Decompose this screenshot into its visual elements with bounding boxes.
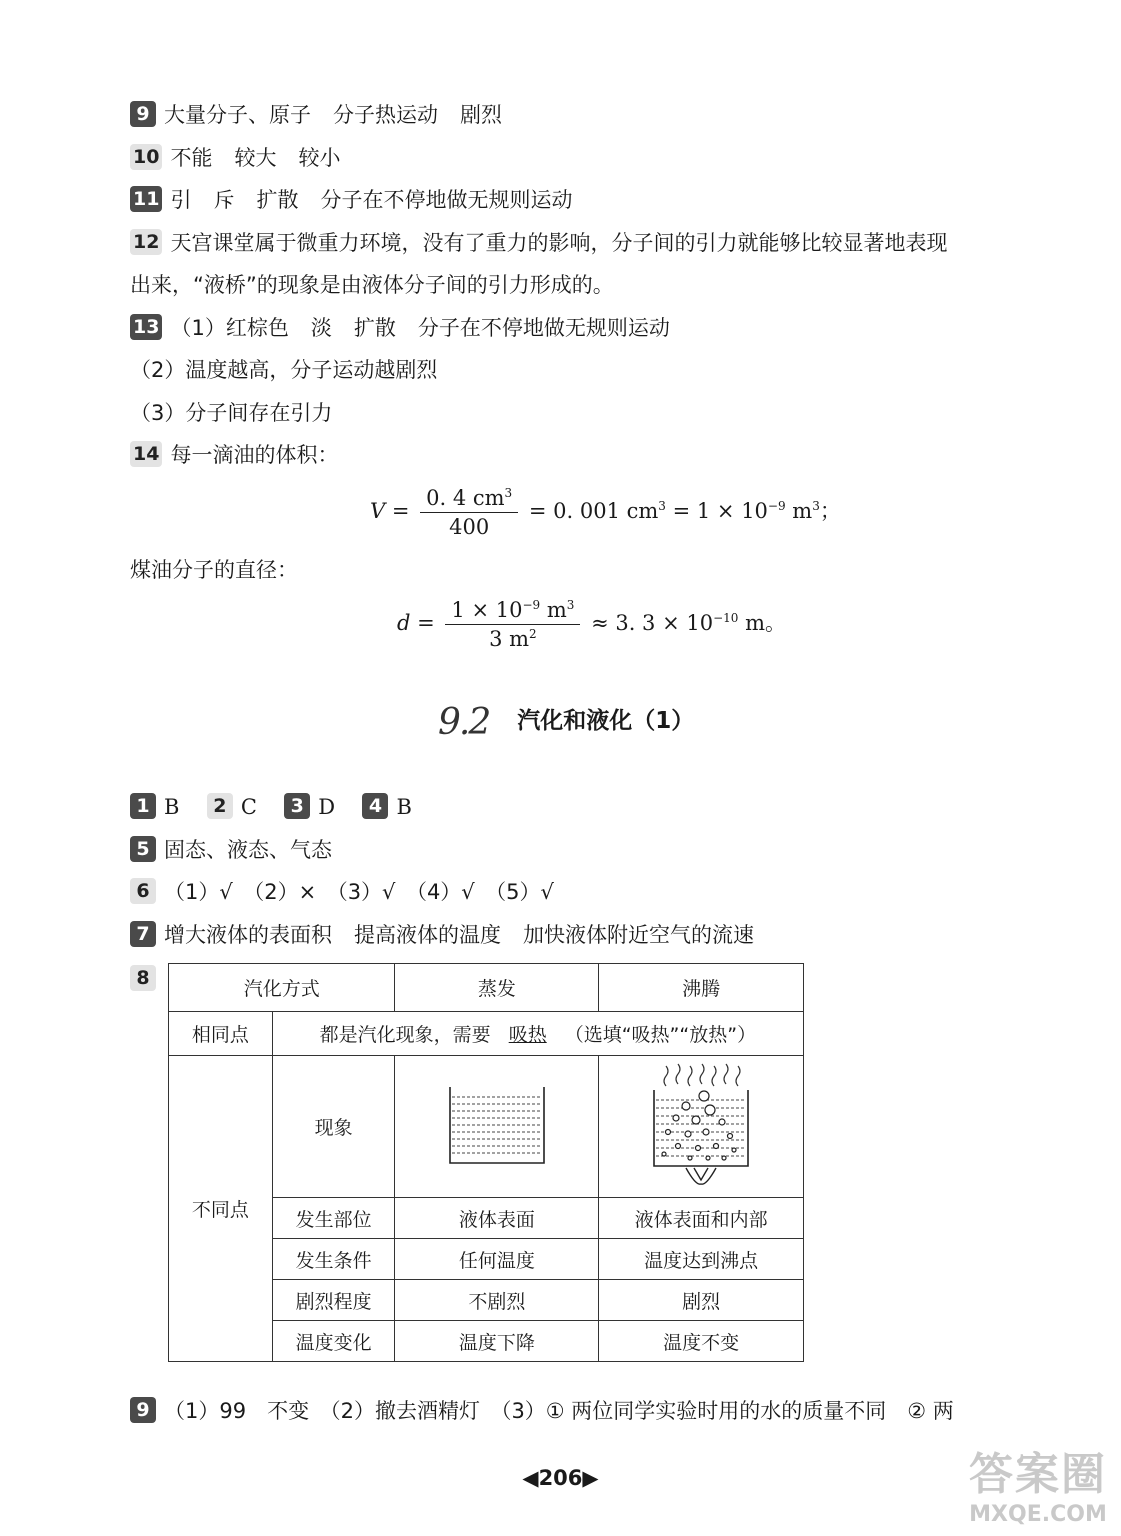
answer-text: 增大液体的表面积 <box>164 923 332 947</box>
table-cell: 任何温度 <box>395 1239 599 1280</box>
answer-line-q12 <box>130 228 947 258</box>
question-number: 10 <box>130 144 162 170</box>
answer-line-q11 <box>130 185 572 215</box>
superscript: −9 <box>767 499 786 513</box>
superscript: 3 <box>504 486 513 500</box>
answer-text: 较小 <box>298 146 341 170</box>
page-number: ◀206▶ <box>522 1466 599 1490</box>
formula-rhs: m <box>785 499 813 523</box>
denominator: 3 m <box>489 627 530 651</box>
question-number: 13 <box>130 314 162 340</box>
answer-line-q14-2 <box>130 555 298 585</box>
watermark-url: MXQE.COM <box>969 1502 1107 1527</box>
row-label: 不同点 <box>169 1056 273 1362</box>
question-number: 9 <box>130 101 156 127</box>
table-header: 汽化方式 <box>169 964 395 1012</box>
evaporation-diagram <box>395 1056 599 1198</box>
numerator: 0. 4 cm <box>426 486 505 510</box>
answer-text: B <box>396 795 412 819</box>
row-label: 发生部位 <box>272 1198 395 1239</box>
answer-text: B <box>164 795 180 819</box>
formula-volume <box>370 486 841 539</box>
question-number: 11 <box>130 186 162 212</box>
answer-text: 剧烈 <box>460 103 502 127</box>
answer-text: 分子在不停地做无规则运动 <box>320 188 573 212</box>
answer-text: 扩散 <box>256 188 299 212</box>
question-number: 12 <box>130 229 162 255</box>
row-label: 相同点 <box>169 1012 273 1056</box>
table-cell: 液体表面和内部 <box>599 1198 804 1239</box>
formula-rhs: = 1 × 10 <box>665 499 768 523</box>
answer-text: D <box>318 795 336 819</box>
question-number: 5 <box>130 836 156 862</box>
denominator: 400 <box>449 515 490 539</box>
question-number: 6 <box>130 878 156 904</box>
formula-diameter <box>397 598 786 651</box>
boiling-diagram <box>599 1056 804 1198</box>
table-header: 沸腾 <box>599 964 804 1012</box>
answer-line-q10 <box>130 143 340 173</box>
table-header: 蒸发 <box>395 964 599 1012</box>
answer-text: 固态、液态、气态 <box>164 838 332 862</box>
answer-text: （1）99 不变 （2）撤去酒精灯 （3）① 两位同学实验时用的水的质量不同 ② 两 <box>164 1399 954 1423</box>
question-number: 2 <box>207 793 233 819</box>
fraction <box>445 598 580 651</box>
answer-text: 每一滴油的体积： <box>170 443 339 467</box>
table-row <box>169 1056 804 1198</box>
answer-text: （1）红棕色 <box>170 316 289 340</box>
table-row <box>169 1012 804 1056</box>
answer-text: 不能 <box>170 146 213 170</box>
numerator: 1 × 10 <box>451 598 523 622</box>
superscript: 3 <box>658 499 666 513</box>
answer-text: 提高液体的温度 <box>354 923 501 947</box>
answer-text: 斥 <box>213 188 235 212</box>
question-number: 3 <box>284 793 310 819</box>
superscript: 3 <box>566 598 575 612</box>
answer-text: （3）分子间存在引力 <box>130 401 333 425</box>
answer-text: 出来，“液桥”的现象是由液体分子间的引力形成的。 <box>130 273 614 297</box>
cell-text: （选填“吸热”“放热”） <box>564 1024 757 1046</box>
answer-line-q13-2 <box>130 355 437 385</box>
superscript: 3 <box>812 499 820 513</box>
answer-text: 扩散 <box>353 316 396 340</box>
answer-text: 大量分子、原子 <box>164 103 311 127</box>
question-number: 8 <box>130 965 156 991</box>
fill-in-answer: 吸热 <box>508 1024 547 1046</box>
table-cell: 温度达到沸点 <box>599 1239 804 1280</box>
answer-text: 天宫课堂属于微重力环境，没有了重力的影响，分子间的引力就能够比较显著地表现 <box>170 231 948 255</box>
answer-text: （2）温度越高，分子运动越剧烈 <box>130 358 438 382</box>
answer-text: 较大 <box>234 146 277 170</box>
formula-lhs: d = <box>397 611 435 635</box>
watermark-text: 答案圈 <box>969 1449 1107 1500</box>
row-label: 剧烈程度 <box>272 1280 395 1321</box>
answer-text: 加快液体附近空气的流速 <box>523 923 754 947</box>
section-number: 9.2 <box>438 702 490 743</box>
section-heading <box>438 702 694 743</box>
superscript: −10 <box>713 611 739 625</box>
answer-text: 分子热运动 <box>333 103 438 127</box>
answer-line-q9 <box>130 100 502 130</box>
answer-line-q9-part2 <box>130 1396 954 1426</box>
answer-line-q8 <box>130 964 164 994</box>
answer-line-q13-3 <box>130 398 332 428</box>
answer-text: 引 <box>170 188 192 212</box>
fraction <box>420 486 518 539</box>
question-number: 7 <box>130 921 156 947</box>
formula-rhs: = 0. 001 cm <box>528 499 659 523</box>
table-cell: 液体表面 <box>395 1198 599 1239</box>
comparison-table <box>168 963 804 1362</box>
formula-end: m。 <box>738 611 786 635</box>
formula-lhs: V = <box>370 499 410 523</box>
superscript: −9 <box>522 598 541 612</box>
answer-text: （1）√ （2）× （3）√ （4）√ （5）√ <box>164 880 554 904</box>
table-header-row <box>169 964 804 1012</box>
formula-end: ； <box>819 499 841 523</box>
beaker-evaporation-figure <box>442 1079 552 1169</box>
answer-line-q7 <box>130 920 754 950</box>
question-number: 9 <box>130 1397 156 1423</box>
table-cell: 剧烈 <box>599 1280 804 1321</box>
answer-line-q14 <box>130 440 338 470</box>
answer-line-q6 <box>130 877 554 907</box>
beaker-boiling-figure <box>646 1062 756 1186</box>
table-cell: 不剧烈 <box>395 1280 599 1321</box>
cell-text: 都是汽化现象，需要 <box>319 1024 491 1046</box>
answer-text: 煤油分子的直径： <box>130 558 298 582</box>
answer-line-q5 <box>130 835 332 865</box>
table-cell: 温度不变 <box>599 1321 804 1362</box>
answer-line-q12-cont <box>130 270 614 300</box>
row-label: 温度变化 <box>272 1321 395 1362</box>
numerator: m <box>540 598 567 622</box>
answer-text: 淡 <box>310 316 332 340</box>
answer-text: C <box>240 795 257 819</box>
question-number: 14 <box>130 441 162 467</box>
answer-line-q13 <box>130 313 670 343</box>
question-number: 4 <box>362 793 388 819</box>
answer-line-q1-4 <box>130 792 412 822</box>
watermark-logo <box>969 1450 1107 1530</box>
table-cell: 温度下降 <box>395 1321 599 1362</box>
superscript: 2 <box>529 627 537 641</box>
section-title: 汽化和液化（1） <box>517 708 695 734</box>
row-label: 现象 <box>272 1056 395 1198</box>
formula-rhs: ≈ 3. 3 × 10 <box>591 611 714 635</box>
row-label: 发生条件 <box>272 1239 395 1280</box>
table-cell <box>272 1012 803 1056</box>
answer-text: 分子在不停地做无规则运动 <box>417 316 670 340</box>
question-number: 1 <box>130 793 156 819</box>
